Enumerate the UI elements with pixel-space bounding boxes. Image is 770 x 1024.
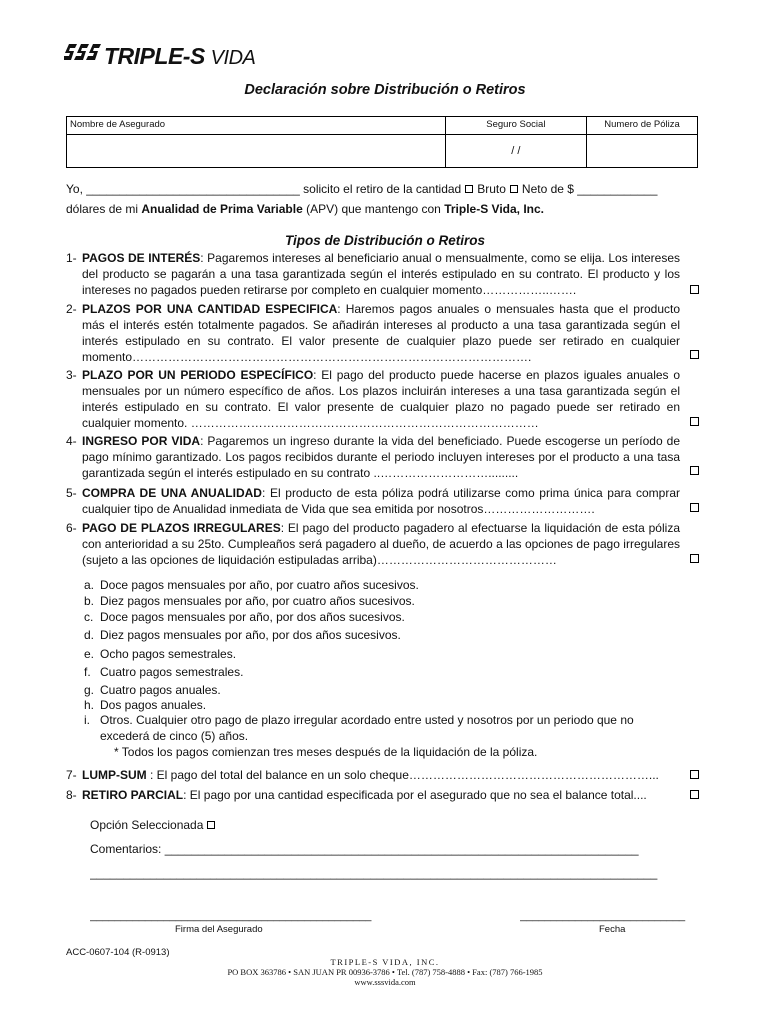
sub-option-h: h. Dos pagos anuales.: [84, 698, 207, 712]
social-security-header: Seguro Social: [445, 117, 586, 135]
sub-option-i: i. Otros. Cualquier otro pago de plazo irregular acordado entre usted y nosotros por un periodo que no excederá de cinco (5) años.: [84, 713, 634, 743]
sub-option-f: f. Cuatro pagos semestrales.: [84, 665, 244, 679]
insured-info-table: [66, 116, 698, 168]
option-6-checkbox[interactable]: [690, 554, 699, 563]
selected-option-row: Opción Seleccionada: [90, 818, 219, 832]
neto-checkbox[interactable]: [510, 185, 518, 193]
date-line[interactable]: ___________________________: [520, 910, 686, 922]
option-item-2: 2- PLAZOS POR UNA CANTIDAD ESPECIFICA: Haremos pagos anuales o mensuales hasta que el producto más el interés estén totalmente pagados. Se añadirán intereses al producto a una tasa garantizada según el interés estipulado en su contrato. El valor presente de cualquier plazo puede ser retirado en cualquier momento……………………………………………………………………………………….: [66, 302, 680, 364]
option-item-8: 8- RETIRO PARCIAL: El pago por una cantidad especificada por el asegurado que no sea el balance total....: [66, 788, 647, 802]
sub-option-d: d. Diez pagos mensuales por año, por dos años sucesivos.: [84, 628, 401, 642]
option-3-checkbox[interactable]: [690, 417, 699, 426]
brand-name: TRIPLE-S VIDA: [104, 43, 256, 69]
sss-logo-mark-icon: [64, 42, 102, 68]
request-line-2: dólares de mi Anualidad de Prima Variable (APV) que mantengo con Triple-S Vida, Inc.: [66, 202, 544, 216]
insured-name-header: Nombre de Asegurado: [67, 117, 446, 135]
policy-number-field[interactable]: [587, 135, 698, 168]
option-4-checkbox[interactable]: [690, 466, 699, 475]
option-item-6: 6- PAGO DE PLAZOS IRREGULARES: El pago del producto pagadero al efectuarse la liquidación de esta póliza con anterioridad a su 25to. Cumpleaños será pagadero al dueño, de acuerdo a las opciones de pago irregulares (sujeto a las opciones de liquidación estipuladas arriba)………………………………………: [66, 521, 680, 567]
social-security-field[interactable]: / /: [445, 135, 586, 168]
signature-line[interactable]: ______________________________________________: [90, 910, 372, 922]
comments-field[interactable]: Comentarios: _______________________________________________________________________: [90, 842, 639, 856]
bruto-checkbox[interactable]: [465, 185, 473, 193]
comments-line-2[interactable]: _____________________________________________________________________________________: [90, 866, 658, 880]
option-1-checkbox[interactable]: [690, 285, 699, 294]
payments-note: * Todos los pagos comienzan tres meses después de la liquidación de la póliza.: [114, 745, 538, 759]
sub-option-e: e. Ocho pagos semestrales.: [84, 647, 237, 661]
footer-website: www.sssvida.com: [354, 977, 416, 987]
selected-option-checkbox[interactable]: [207, 821, 215, 829]
footer-address: PO BOX 363786 • SAN JUAN PR 00936-3786 • Tel. (787) 758-4888 • Fax: (787) 766-1985: [227, 967, 543, 977]
page-title: Declaración sobre Distribución o Retiros: [244, 82, 526, 98]
signature-label: Firma del Asegurado: [175, 924, 263, 935]
sub-option-g: g. Cuatro pagos anuales.: [84, 683, 221, 697]
option-8-checkbox[interactable]: [690, 790, 699, 799]
request-line-1: Yo, ________________________________ solicito el retiro de la cantidad Bruto Neto de $ ____________: [66, 182, 658, 196]
option-item-7: 7- LUMP-SUM : El pago del total del balance en un solo cheque……………………………………………………...: [66, 768, 659, 782]
option-5-checkbox[interactable]: [690, 503, 699, 512]
types-title: Tipos de Distribución o Retiros: [284, 233, 486, 248]
sub-option-c: c. Doce pagos mensuales por año, por dos años sucesivos.: [84, 610, 405, 624]
sub-option-b: b. Diez pagos mensuales por año, por cuatro años sucesivos.: [84, 594, 415, 608]
policy-number-header: Numero de Póliza: [587, 117, 698, 135]
sub-option-a: a. Doce pagos mensuales por año, por cuatro años sucesivos.: [84, 578, 419, 592]
option-7-checkbox[interactable]: [690, 770, 699, 779]
option-item-3: 3- PLAZO POR UN PERIODO ESPECÍFICO: El pago del producto puede hacerse en plazos iguales anuales o mensuales por un número específico de años. Los plazos incluirán intereses a una tasa garantizada según el interés estipulado en su contrato. El valor presente de cualquier plazo no pagado puede ser retirado en cualquier momento. ……………………………………………………………………………: [66, 368, 681, 430]
option-item-5: 5- COMPRA DE UNA ANUALIDAD: El producto de esta póliza podrá utilizarse como prima única para comprar cualquier tipo de Anualidad inmediata de Vida que sea emitida por nosotros……………………….: [66, 486, 680, 516]
footer-company: TRIPLE-S VIDA, INC.: [330, 957, 440, 967]
triple-s-vida-logo: [64, 42, 254, 72]
option-item-1: 1- PAGOS DE INTERÉS: Pagaremos intereses al beneficiario anual o mensualmente, como se elija. Los intereses del producto se pagarán a una tasa garantizada según el interés estipulado en su contrato. El producto y los intereses no pagados pueden retirarse por completo en cualquier momento……………..…….: [66, 251, 680, 297]
option-item-4: 4- INGRESO POR VIDA: Pagaremos un ingreso durante la vida del beneficiado. Puede escogerse un período de pago mínimo garantizado. Los pagos recibidos durante el periodo incluyen intereses por el producto a una tasa garantizada según el interés estipulado en su contrato ..……………………….........: [66, 434, 680, 480]
date-label: Fecha: [599, 924, 626, 935]
insured-name-field[interactable]: [67, 135, 446, 168]
option-2-checkbox[interactable]: [690, 350, 699, 359]
form-code: ACC-0607-104 (R-0913): [66, 947, 170, 958]
